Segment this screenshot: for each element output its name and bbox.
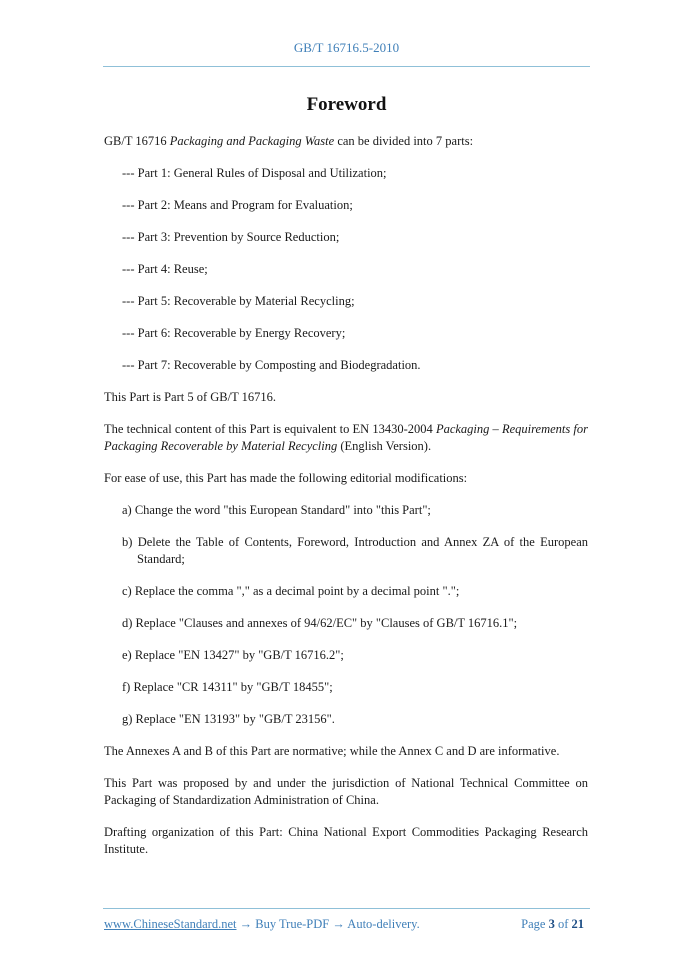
part-list-item: --- Part 5: Recoverable by Material Recycling; [122,294,355,308]
intro-title-italic: Packaging and Packaging Waste [169,134,335,148]
intro-suffix: can be divided into 7 parts: [334,134,474,148]
part-list-item: --- Part 1: General Rules of Disposal and Utilization; [122,166,387,180]
equivalence-title-italic: Packaging – Requirements for Packaging Recoverable by Material Recycling [104,422,588,453]
page-current: 3 [548,917,555,931]
part-list-item: --- Part 6: Recoverable by Energy Recovery; [122,326,346,340]
modification-item: a) Change the word "this European Standard" into "this Part"; [122,503,431,517]
foreword-body [104,133,588,873]
modification-item: b) Delete the Table of Contents, Foreword, Introduction and Annex ZA of the European Standard; [122,535,588,566]
page-label: Page [521,917,546,931]
page-total: 21 [571,917,584,931]
promo-text: → Buy True-PDF → Auto-delivery. [236,917,420,931]
this-part-paragraph: This Part is Part 5 of GB/T 16716. [104,390,276,404]
footer-divider [103,908,590,909]
header-divider [103,66,590,67]
modifications-intro: For ease of use, this Part has made the following editorial modifications: [104,471,468,485]
equivalence-prefix: The technical content of this Part is equivalent to EN 13430-2004 [104,422,436,436]
document-code-header: GB/T 16716.5-2010 [293,40,400,55]
of-label: of [557,917,569,931]
annexes-paragraph: The Annexes A and B of this Part are normative; while the Annex C and D are informative. [104,744,560,758]
modification-item: c) Replace the comma "," as a decimal point by a decimal point "."; [122,584,460,598]
equivalence-suffix: (English Version). [337,439,432,453]
equivalence-paragraph [104,421,588,455]
proposed-by-paragraph: This Part was proposed by and under the jurisdiction of National Technical Committee on Packaging of Standardization Administration of China. [104,776,588,807]
footer-promo [104,917,420,932]
part-list-item: --- Part 3: Prevention by Source Reduction; [122,230,340,244]
drafting-organization-paragraph: Drafting organization of this Part: China National Export Commodities Packaging Research Institute. [104,825,588,856]
modification-item: f) Replace "CR 14311" by "GB/T 18455"; [122,680,333,694]
part-list-item: --- Part 4: Reuse; [122,262,208,276]
site-link[interactable]: www.ChineseStandard.net [104,917,237,931]
modification-item: d) Replace "Clauses and annexes of 94/62/EC" by "Clauses of GB/T 16716.1"; [122,616,518,630]
modification-item: g) Replace "EN 13193" by "GB/T 23156". [122,712,335,726]
part-list-item: --- Part 7: Recoverable by Composting and Biodegradation. [122,358,421,372]
intro-prefix: GB/T 16716 [104,134,170,148]
part-list-item: --- Part 2: Means and Program for Evaluation; [122,198,353,212]
page-indicator [521,917,584,932]
modification-item: e) Replace "EN 13427" by "GB/T 16716.2"; [122,648,344,662]
intro-paragraph [104,133,588,150]
page-title: Foreword [306,94,387,115]
